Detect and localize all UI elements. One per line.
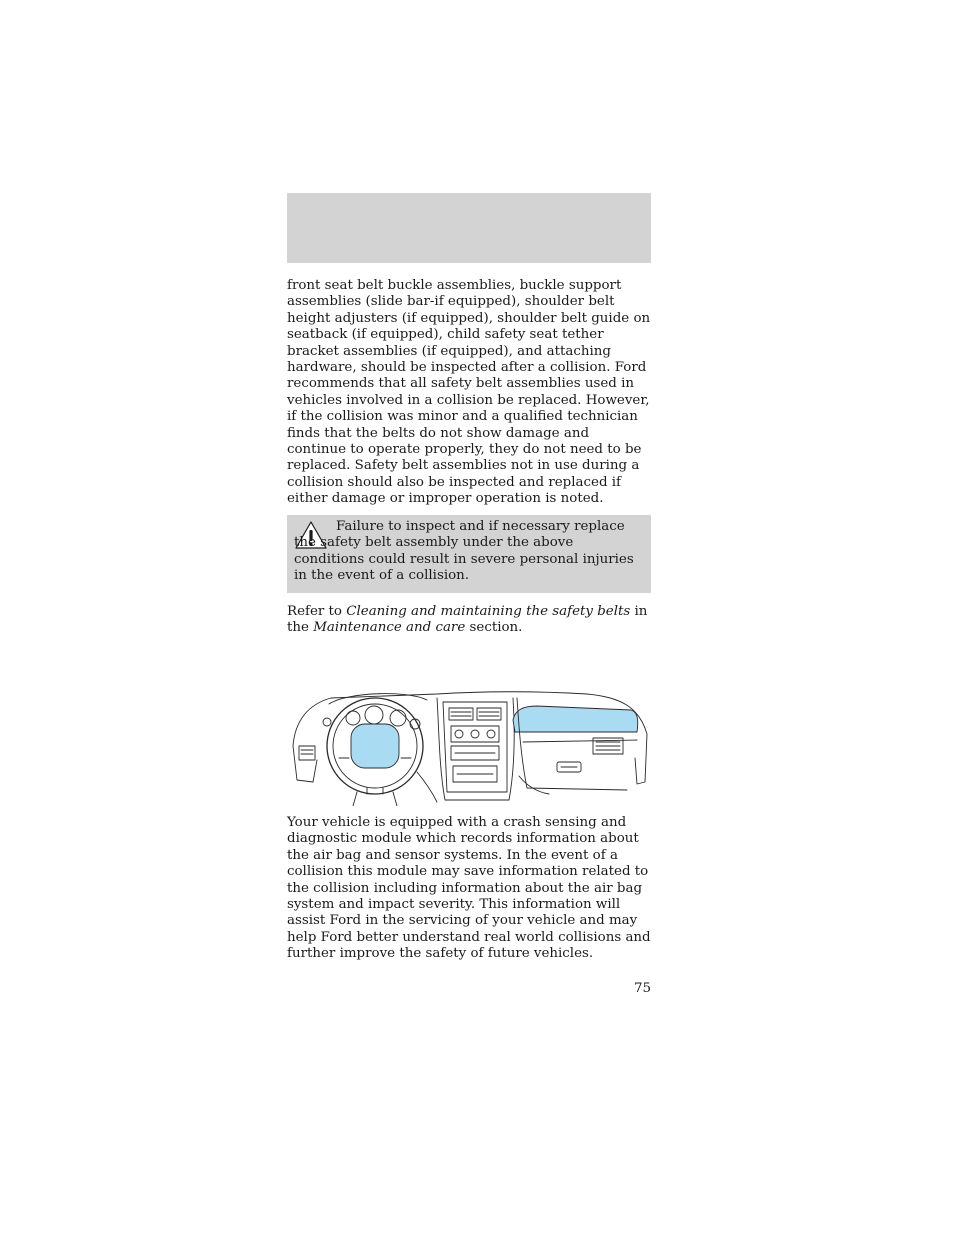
warning-text: Failure to inspect and if necessary replace the safety belt assembly under the above conditions could result in severe personal injuries in the event of a collision.	[294, 519, 634, 584]
refer-prefix: Refer to	[287, 604, 347, 619]
refer-middle: in the	[287, 604, 648, 636]
refer-paragraph	[287, 604, 651, 637]
refer-suffix: section.	[465, 620, 523, 636]
page-number: 75	[633, 981, 651, 996]
passenger-airbag-highlight	[513, 706, 638, 732]
body-paragraph-belt-inspection: front seat belt buckle assemblies, buckle support assemblies (slide bar-if equipped), shoulder belt height adjusters (if equipped), shoulder belt guide on seatback (if equipped), child safety seat tether bracket assemblies (if equipped), and attaching hardware, should be inspected after a collision. Ford recommends that all safety belt assemblies used in vehicles involved in a collision be replaced. However, if the collision was minor and a qualified technician finds that the belts do not show damage and continue to operate properly, they do not need to be replaced. Safety belt assemblies not in use during a collision should also be inspected and replaced if either damage or improper operation is noted.	[287, 278, 651, 507]
refer-link-cleaning: Cleaning and maintaining the safety belts	[346, 604, 631, 619]
refer-link-maintenance: Maintenance and care	[313, 620, 466, 636]
driver-airbag-highlight	[351, 724, 399, 768]
section-header-band	[287, 193, 651, 263]
warning-box	[287, 515, 651, 593]
dashboard-airbag-illustration	[287, 688, 651, 806]
body-paragraph-crash-module: Your vehicle is equipped with a crash sensing and diagnostic module which records information about the air bag and sensor systems. In the event of a collision this module may save information related to the collision including information about the air bag system and impact severity. This information will assist Ford in the servicing of your vehicle and may help Ford better understand real world collisions and further improve the safety of future vehicles.	[287, 815, 651, 962]
